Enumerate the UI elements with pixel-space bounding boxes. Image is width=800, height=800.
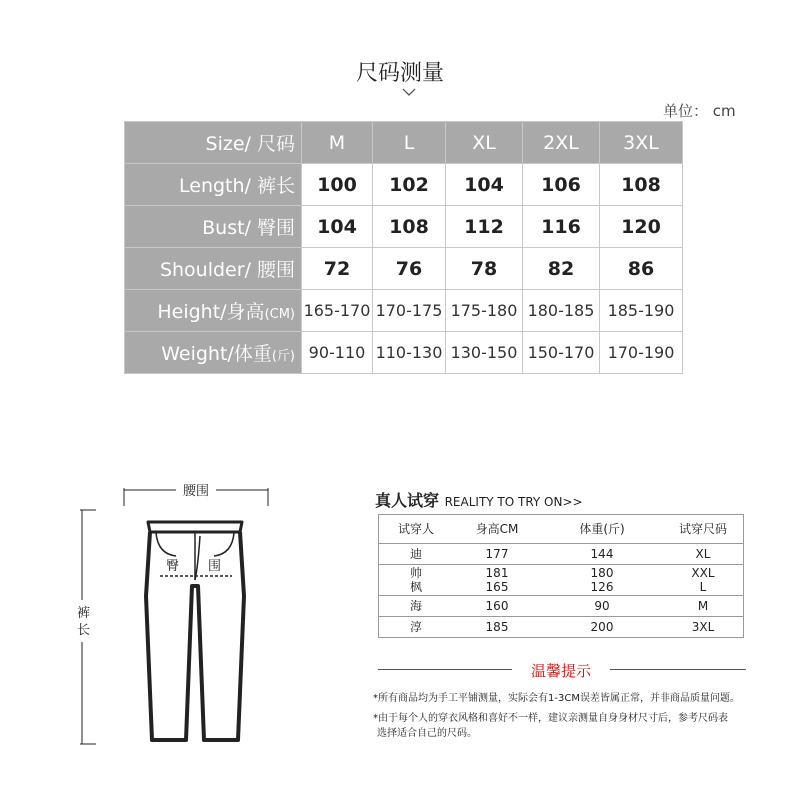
size-col-header: 3XL xyxy=(600,122,683,164)
try-cell: 185 xyxy=(453,617,541,638)
unit-label: 单位： cm xyxy=(663,102,736,120)
try-on-title-cn: 真人试穿 xyxy=(375,491,440,510)
length-dimension xyxy=(77,510,96,744)
waist-dimension xyxy=(124,484,268,506)
try-cell: 3XL xyxy=(663,617,744,638)
try-header: 身高CM xyxy=(453,515,541,544)
length-label-2: 长 xyxy=(77,623,91,638)
try-cell-line: 181 xyxy=(485,566,509,580)
table-cell: 180-185 xyxy=(523,290,600,332)
try-cell: 160 xyxy=(453,596,541,617)
table-cell: 110-130 xyxy=(373,332,446,374)
size-header-row xyxy=(125,122,683,164)
row-label: Bust/ 臀围 xyxy=(125,206,302,248)
try-cell xyxy=(663,565,744,596)
size-row-weight xyxy=(125,332,683,374)
table-cell: 78 xyxy=(446,248,523,290)
try-on-title xyxy=(375,488,583,511)
row-label-unit: (斤) xyxy=(271,349,295,364)
try-on-table xyxy=(378,514,744,638)
table-cell: 76 xyxy=(373,248,446,290)
size-row-shoulder xyxy=(125,248,683,290)
hip-label-1: 臀 xyxy=(166,559,180,574)
try-cell: M xyxy=(663,596,744,617)
table-cell: 86 xyxy=(600,248,683,290)
table-cell: 106 xyxy=(523,164,600,206)
size-col-header: L xyxy=(373,122,446,164)
row-label-text: Height/身高 xyxy=(157,301,265,323)
pants-diagram xyxy=(70,476,290,751)
try-header: 试穿人 xyxy=(379,515,454,544)
size-row-bust xyxy=(125,206,683,248)
try-cell-line: L xyxy=(699,580,707,594)
row-label-text: Weight/体重 xyxy=(161,343,272,365)
try-cell: 海 xyxy=(379,596,454,617)
table-cell: 120 xyxy=(600,206,683,248)
row-label xyxy=(125,290,302,332)
table-cell: 72 xyxy=(302,248,373,290)
try-cell xyxy=(541,565,663,596)
try-cell-line: 165 xyxy=(485,580,509,594)
try-header: 体重(斤) xyxy=(541,515,663,544)
size-header-label: Size/ 尺码 xyxy=(125,122,302,164)
tip-note-2b: 选择适合自己的尺码。 xyxy=(377,728,477,739)
tips-title: 温馨提示 xyxy=(530,662,591,680)
try-cell-line: 126 xyxy=(590,580,614,594)
table-cell: 108 xyxy=(600,164,683,206)
table-cell: 116 xyxy=(523,206,600,248)
table-cell: 185-190 xyxy=(600,290,683,332)
table-cell: 112 xyxy=(446,206,523,248)
row-label: Length/ 裤长 xyxy=(125,164,302,206)
size-col-header: 2XL xyxy=(523,122,600,164)
try-cell-line: 枫 xyxy=(409,580,422,594)
table-cell: 150-170 xyxy=(523,332,600,374)
table-cell: 108 xyxy=(373,206,446,248)
try-cell-line: 180 xyxy=(590,566,614,580)
table-cell: 102 xyxy=(373,164,446,206)
table-cell: 130-150 xyxy=(446,332,523,374)
try-cell: 淳 xyxy=(379,617,454,638)
try-cell-line: XXL xyxy=(691,566,715,580)
row-label xyxy=(125,332,302,374)
table-cell: 104 xyxy=(446,164,523,206)
table-row xyxy=(379,596,744,617)
waist-label: 腰围 xyxy=(182,484,210,499)
try-on-subtitle: REALITY TO TRY ON>> xyxy=(444,495,583,509)
table-cell: 170-175 xyxy=(373,290,446,332)
table-cell: 100 xyxy=(302,164,373,206)
try-cell: 90 xyxy=(541,596,663,617)
table-cell: 82 xyxy=(523,248,600,290)
size-row-height xyxy=(125,290,683,332)
table-row xyxy=(379,617,744,638)
try-cell: 迪 xyxy=(379,544,454,565)
try-cell-line: 帅 xyxy=(409,566,422,580)
table-row xyxy=(379,565,744,596)
try-on-header-row xyxy=(379,515,744,544)
try-cell xyxy=(379,565,454,596)
hip-label-2: 围 xyxy=(208,559,222,574)
size-row-length xyxy=(125,164,683,206)
size-chart-table xyxy=(124,121,683,374)
try-cell xyxy=(453,565,541,596)
table-cell: 104 xyxy=(302,206,373,248)
tip-note-1: *所有商品均为手工平铺测量，实际会有1-3CM误差皆属正常，并非商品质量问题。 xyxy=(373,693,740,704)
table-row xyxy=(379,544,744,565)
table-cell: 90-110 xyxy=(302,332,373,374)
try-cell: 177 xyxy=(453,544,541,565)
row-label-unit: (CM) xyxy=(264,307,295,322)
chevron-down-icon xyxy=(402,88,416,96)
size-col-header: XL xyxy=(446,122,523,164)
table-cell: 170-190 xyxy=(600,332,683,374)
row-label: Shoulder/ 腰围 xyxy=(125,248,302,290)
length-label-1: 裤 xyxy=(77,606,91,621)
try-cell: 200 xyxy=(541,617,663,638)
size-col-header: M xyxy=(302,122,373,164)
table-cell: 175-180 xyxy=(446,290,523,332)
tip-note-2a: *由于每个人的穿衣风格和喜好不一样，建议亲测量自身身材尺寸后，参考尺码表 xyxy=(373,713,728,724)
try-cell: XL xyxy=(663,544,744,565)
try-cell: 144 xyxy=(541,544,663,565)
page-title: 尺码测量 xyxy=(355,61,444,86)
table-cell: 165-170 xyxy=(302,290,373,332)
try-header: 试穿尺码 xyxy=(663,515,744,544)
